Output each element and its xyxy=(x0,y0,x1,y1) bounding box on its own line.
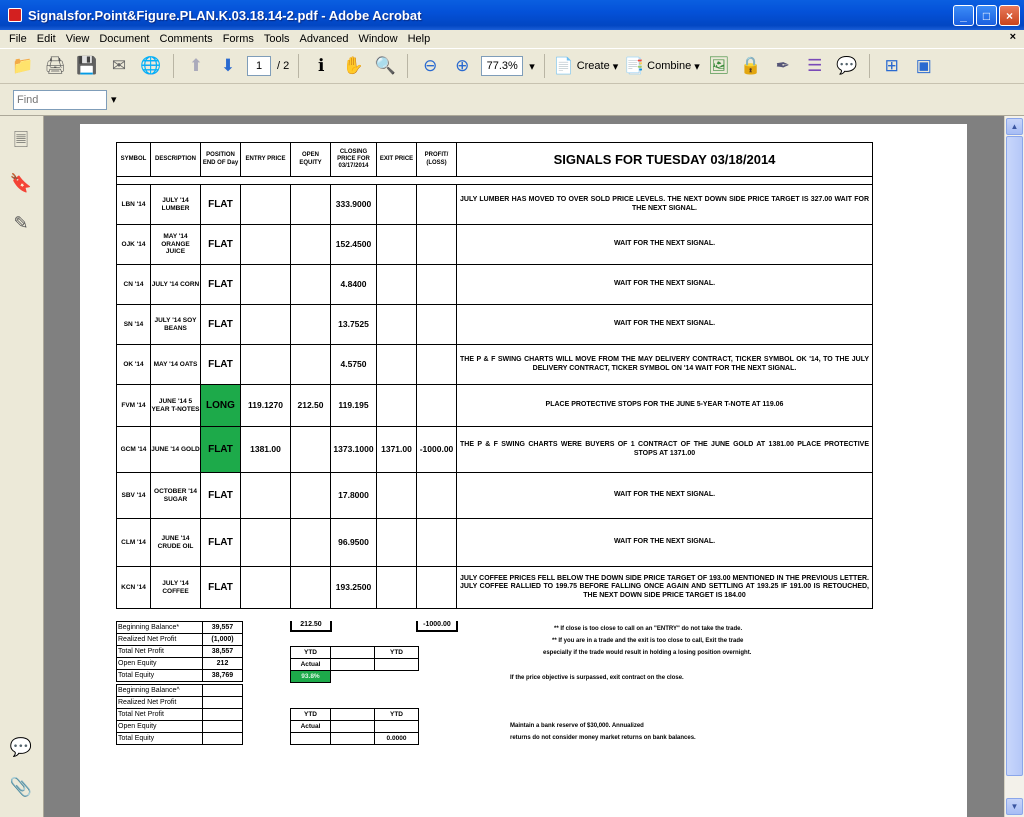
table-row xyxy=(117,567,873,609)
actual-label: Actual xyxy=(291,721,331,733)
signals-table xyxy=(116,142,873,609)
description-cell: JUNE '14 GOLD xyxy=(151,427,201,473)
summary-label: Total Net Profit xyxy=(117,709,203,721)
entry-price-cell xyxy=(241,473,291,519)
save-icon[interactable]: 💾 xyxy=(76,56,98,75)
symbol-cell: FVM '14 xyxy=(117,385,151,427)
summary-label: Open Equity xyxy=(117,658,203,670)
chevron-down-icon: ▾ xyxy=(612,60,619,73)
menu-edit[interactable]: Edit xyxy=(36,33,56,45)
closing-price-cell: 4.8400 xyxy=(331,265,377,305)
profit-cell xyxy=(417,567,457,609)
page-total: / 2 xyxy=(277,60,290,72)
header-exit: EXIT PRICE xyxy=(377,143,417,177)
globe-icon[interactable]: 🌐 xyxy=(140,56,162,75)
create-icon: 📄 xyxy=(553,58,574,75)
entry-price-cell xyxy=(241,305,291,345)
position-cell: FLAT xyxy=(201,305,241,345)
description-cell: MAY '14 ORANGE JUICE xyxy=(151,225,201,265)
open-equity-cell xyxy=(291,519,331,567)
sign-pen-icon[interactable]: ✒ xyxy=(775,56,790,75)
menu-help[interactable]: Help xyxy=(407,33,431,45)
zoom-out-icon[interactable]: ⊖ xyxy=(423,56,438,75)
combine-icon: 📑 xyxy=(624,58,645,75)
note-cell: PLACE PROTECTIVE STOPS FOR THE JUNE 5-YEAR T-NOTE AT 119.06 xyxy=(457,385,873,427)
open-equity-cell: 212.50 xyxy=(291,385,331,427)
scroll-thumb[interactable] xyxy=(1006,136,1023,776)
description-cell: MAY '14 OATS xyxy=(151,345,201,385)
zoom-level-select[interactable]: 77.3% xyxy=(481,56,523,76)
note-cell: WAIT FOR THE NEXT SIGNAL. xyxy=(457,225,873,265)
summary-row xyxy=(117,685,243,697)
entry-price-cell: 1381.00 xyxy=(241,427,291,473)
summary-row xyxy=(117,697,243,709)
header-open-equity: OPEN EQUITY xyxy=(291,143,331,177)
note-cell: WAIT FOR THE NEXT SIGNAL. xyxy=(457,473,873,519)
export-icon[interactable]: 🖼 xyxy=(707,56,730,75)
symbol-cell: OK '14 xyxy=(117,345,151,385)
zoom-tool-icon[interactable]: 🔍 xyxy=(374,56,396,75)
summary-row xyxy=(117,646,243,658)
exit-price-cell xyxy=(377,265,417,305)
exit-price-cell xyxy=(377,385,417,427)
toolbar-separator xyxy=(544,54,545,78)
open-equity-cell xyxy=(291,473,331,519)
header-description: DESCRIPTION xyxy=(151,143,201,177)
summary-row xyxy=(117,658,243,670)
title-bar xyxy=(0,0,1024,30)
table-header-row xyxy=(117,143,873,177)
exit-price-cell xyxy=(377,185,417,225)
fit-page-icon[interactable]: ▣ xyxy=(915,56,932,75)
vertical-scrollbar[interactable] xyxy=(1004,116,1024,817)
print-icon[interactable]: 🖨 xyxy=(44,56,66,75)
summary-row xyxy=(117,733,243,745)
forms-icon[interactable]: ☰ xyxy=(807,56,823,75)
toolbar-separator xyxy=(869,54,870,78)
note-cell: JULY LUMBER HAS MOVED TO OVER SOLD PRICE LEVELS. THE NEXT DOWN SIDE PRICE TARGET IS 327.00 WAIT FOR THE NEXT SIGNAL. xyxy=(457,185,873,225)
document-close-button[interactable]: × xyxy=(1009,31,1016,43)
open-equity-cell xyxy=(291,567,331,609)
position-cell: FLAT xyxy=(201,185,241,225)
profit-cell xyxy=(417,185,457,225)
bookmarks-icon[interactable]: 🔖 xyxy=(9,172,33,193)
profit-cell: -1000.00 xyxy=(417,427,457,473)
summary-row xyxy=(117,622,243,634)
signals-title: SIGNALS FOR TUESDAY 03/18/2014 xyxy=(457,143,873,177)
entry-price-cell xyxy=(241,345,291,385)
next-page-icon[interactable]: ⬇ xyxy=(220,56,236,75)
closing-price-cell: 4.5750 xyxy=(331,345,377,385)
header-position: POSITION END OF Day xyxy=(201,143,241,177)
summary-label: Open Equity xyxy=(117,721,203,733)
header-symbol: SYMBOL xyxy=(117,143,151,177)
position-cell: FLAT xyxy=(201,473,241,519)
note-exit: ** If you are in a trade and the exit is too close to call, Exit the trade xyxy=(552,638,744,644)
exit-price-cell xyxy=(377,305,417,345)
description-cell: JULY '14 SOY BEANS xyxy=(151,305,201,345)
pages-icon[interactable]: 🗏 xyxy=(13,130,29,150)
review-comment-icon[interactable]: 💬 xyxy=(836,56,858,75)
summary-label: Total Equity xyxy=(117,670,203,682)
closing-price-cell: 13.7525 xyxy=(331,305,377,345)
description-cell: JUNE '14 CRUDE OIL xyxy=(151,519,201,567)
closing-price-cell: 17.8000 xyxy=(331,473,377,519)
summary-table-2 xyxy=(116,684,243,745)
scroll-up-icon[interactable]: ▲ xyxy=(1006,118,1023,135)
chevron-down-icon: ▾ xyxy=(694,60,700,73)
summary-label: Total Equity xyxy=(117,733,203,745)
entry-price-cell: 119.1270 xyxy=(241,385,291,427)
combine-button[interactable]: 📑 Combine ▾ xyxy=(624,58,700,75)
exit-price-cell xyxy=(377,567,417,609)
open-equity-cell xyxy=(291,225,331,265)
profit-cell xyxy=(417,225,457,265)
ytd-zero: 0.0000 xyxy=(375,733,419,745)
summary-value: 212 xyxy=(203,658,243,670)
comments-icon[interactable]: 💬 xyxy=(9,736,33,757)
pdf-page xyxy=(80,124,967,817)
signatures-icon[interactable]: ✎ xyxy=(13,212,29,233)
exit-price-cell xyxy=(377,519,417,567)
position-cell: FLAT xyxy=(201,225,241,265)
closing-price-cell: 1373.1000 xyxy=(331,427,377,473)
summary-label: Realized Net Profit xyxy=(117,634,203,646)
open-folder-icon[interactable]: 📁 xyxy=(12,56,34,75)
exit-price-cell xyxy=(377,473,417,519)
position-cell: FLAT xyxy=(201,265,241,305)
closing-price-cell: 119.195 xyxy=(331,385,377,427)
chevron-down-icon[interactable]: ▾ xyxy=(111,94,117,106)
profit-cell xyxy=(417,385,457,427)
total-profit: -1000.00 xyxy=(416,621,458,632)
table-spacer xyxy=(117,177,873,185)
header-profit: PROFIT/ (LOSS) xyxy=(417,143,457,177)
fit-width-icon[interactable]: ⊞ xyxy=(884,56,899,75)
exit-price-cell xyxy=(377,225,417,265)
summary-value xyxy=(203,685,243,697)
hand-tool-icon[interactable]: ✋ xyxy=(342,56,364,75)
open-equity-cell xyxy=(291,185,331,225)
summary-table-1 xyxy=(116,621,243,682)
header-entry: ENTRY PRICE xyxy=(241,143,291,177)
description-cell: JUNE '14 5 YEAR T-NOTES xyxy=(151,385,201,427)
toolbar-separator xyxy=(298,54,299,78)
symbol-cell: OJK '14 xyxy=(117,225,151,265)
menu-advanced[interactable]: Advanced xyxy=(299,33,349,45)
ytd-table-2 xyxy=(290,708,419,745)
table-row xyxy=(117,519,873,567)
find-bar xyxy=(0,84,1024,116)
scroll-down-icon[interactable]: ▼ xyxy=(1006,798,1023,815)
menu-document[interactable]: Document xyxy=(99,33,150,45)
note-returns: returns do not consider money market returns on bank balances. xyxy=(510,735,696,741)
summary-label: Realized Net Profit xyxy=(117,697,203,709)
summary-value xyxy=(203,697,243,709)
symbol-cell: KCN '14 xyxy=(117,567,151,609)
note-cell: WAIT FOR THE NEXT SIGNAL. xyxy=(457,265,873,305)
chevron-down-icon[interactable]: ▾ xyxy=(529,60,535,73)
closing-price-cell: 333.9000 xyxy=(331,185,377,225)
position-cell: FLAT xyxy=(201,427,241,473)
email-icon[interactable]: ✉ xyxy=(111,56,127,75)
summary-value: 38,769 xyxy=(203,670,243,682)
note-cell: THE P & F SWING CHARTS WILL MOVE FROM THE MAY DELIVERY CONTRACT, TICKER SYMBOL OK '14, TO THE JULY DELIVERY CONTRACT, TICKER SYMBOL ON '14 WAIT FOR THE NEXT SIGNAL. xyxy=(457,345,873,385)
menu-window[interactable]: Window xyxy=(358,33,398,45)
summary-label: Total Net Profit xyxy=(117,646,203,658)
table-row xyxy=(117,473,873,519)
summary-label: Beginning Balance^ xyxy=(117,685,203,697)
summary-value xyxy=(203,733,243,745)
description-cell: JULY '14 LUMBER xyxy=(151,185,201,225)
note-cell: THE P & F SWING CHARTS WERE BUYERS OF 1 CONTRACT OF THE JUNE GOLD AT 1381.00 PLACE PROTECTIVE STOPS AT 1371.00 xyxy=(457,427,873,473)
header-closing: CLOSING PRICE FOR 03/17/2014 xyxy=(331,143,377,177)
navigation-panel xyxy=(0,116,44,817)
previous-page-icon[interactable]: ⬆ xyxy=(188,56,204,75)
exit-price-cell xyxy=(377,345,417,385)
ytd-label: YTD xyxy=(291,647,331,659)
actual-label: Actual xyxy=(291,659,331,671)
summary-value: 38,557 xyxy=(203,646,243,658)
exit-price-cell: 1371.00 xyxy=(377,427,417,473)
table-row xyxy=(117,385,873,427)
find-input[interactable] xyxy=(13,90,107,110)
note-cell: WAIT FOR THE NEXT SIGNAL. xyxy=(457,305,873,345)
note-reserve: Maintain a bank reserve of $30,000. Annualized xyxy=(510,723,644,729)
position-cell: FLAT xyxy=(201,345,241,385)
summary-label: Beginning Balance* xyxy=(117,622,203,634)
note-cell: JULY COFFEE PRICES FELL BELOW THE DOWN SIDE PRICE TARGET OF 193.00 MENTIONED IN THE PREVIOUS LETTER. JULY COFFEE RALLIED TO 199.75 BEFORE FALLING ONCE AGAIN AND SETTLING AT 193.25 IF 191.00 IS RETOUCHED, THE NEXT DOWN SIDE PRICE TARGET IS 184.00 xyxy=(457,567,873,609)
table-row xyxy=(117,185,873,225)
ytd-label: YTD xyxy=(291,709,331,721)
note-cell: WAIT FOR THE NEXT SIGNAL. xyxy=(457,519,873,567)
symbol-cell: CLM '14 xyxy=(117,519,151,567)
summary-row xyxy=(117,670,243,682)
table-row xyxy=(117,427,873,473)
table-row xyxy=(117,225,873,265)
table-row xyxy=(117,265,873,305)
description-cell: JULY '14 COFFEE xyxy=(151,567,201,609)
profit-cell xyxy=(417,305,457,345)
toolbar xyxy=(0,48,1024,84)
entry-price-cell xyxy=(241,567,291,609)
attachments-icon[interactable]: 📎 xyxy=(9,776,33,797)
open-equity-cell xyxy=(291,427,331,473)
position-cell: LONG xyxy=(201,385,241,427)
description-cell: JULY '14 CORN xyxy=(151,265,201,305)
summary-row xyxy=(117,634,243,646)
acrobat-icon xyxy=(8,8,22,22)
document-view[interactable] xyxy=(44,116,1004,817)
window-title: Signalsfor.Point&Figure.PLAN.K.03.18.14-2.pdf - Adobe Acrobat xyxy=(28,7,422,23)
profit-cell xyxy=(417,345,457,385)
symbol-cell: LBN '14 xyxy=(117,185,151,225)
closing-price-cell: 193.2500 xyxy=(331,567,377,609)
summary-value: (1,000) xyxy=(203,634,243,646)
ytd-label: YTD xyxy=(375,647,419,659)
table-row xyxy=(117,345,873,385)
close-button[interactable]: × xyxy=(999,5,1020,26)
page-number-input[interactable]: 1 xyxy=(247,56,271,76)
position-cell: FLAT xyxy=(201,567,241,609)
entry-price-cell xyxy=(241,185,291,225)
select-text-icon[interactable]: ℹ xyxy=(318,56,325,75)
toolbar-separator xyxy=(173,54,174,78)
summary-row xyxy=(117,709,243,721)
menu-file[interactable]: File xyxy=(9,33,27,45)
summary-row xyxy=(117,721,243,733)
entry-price-cell xyxy=(241,519,291,567)
toolbar-separator xyxy=(407,54,408,78)
menu-view[interactable]: View xyxy=(65,33,90,45)
note-entry: ** If close is too close to call on an "ENTRY" do not take the trade. xyxy=(554,626,743,632)
total-open-equity: 212.50 xyxy=(290,621,332,632)
summary-value xyxy=(203,709,243,721)
closing-price-cell: 96.9500 xyxy=(331,519,377,567)
symbol-cell: GCM '14 xyxy=(117,427,151,473)
profit-cell xyxy=(417,265,457,305)
signals-rows xyxy=(117,185,873,609)
summary-value: 39,557 xyxy=(203,622,243,634)
profit-cell xyxy=(417,519,457,567)
open-equity-cell xyxy=(291,345,331,385)
ytd-table-1 xyxy=(290,646,419,683)
menu-comments[interactable]: Comments xyxy=(159,33,213,45)
summary-value xyxy=(203,721,243,733)
closing-price-cell: 152.4500 xyxy=(331,225,377,265)
position-cell: FLAT xyxy=(201,519,241,567)
table-row xyxy=(117,305,873,345)
ytd-label: YTD xyxy=(375,709,419,721)
maximize-button[interactable]: □ xyxy=(976,5,997,26)
entry-price-cell xyxy=(241,225,291,265)
profit-cell xyxy=(417,473,457,519)
lock-icon[interactable]: 🔒 xyxy=(740,56,762,75)
zoom-in-icon[interactable]: ⊕ xyxy=(455,56,470,75)
menu-tools[interactable]: Tools xyxy=(263,33,290,45)
menu-bar xyxy=(0,30,1024,48)
symbol-cell: SN '14 xyxy=(117,305,151,345)
menu-forms[interactable]: Forms xyxy=(222,33,254,45)
symbol-cell: SBV '14 xyxy=(117,473,151,519)
description-cell: OCTOBER '14 SUGAR xyxy=(151,473,201,519)
ytd-percent: 93.8% xyxy=(291,671,331,683)
note-objective: If the price objective is surpassed, exit contract on the close. xyxy=(510,675,684,681)
note-overnight: especially if the trade would result in holding a losing position overnight. xyxy=(543,650,752,656)
minimize-button[interactable]: _ xyxy=(953,5,974,26)
open-equity-cell xyxy=(291,265,331,305)
entry-price-cell xyxy=(241,265,291,305)
create-button[interactable]: 📄 Create ▾ xyxy=(553,58,619,75)
symbol-cell: CN '14 xyxy=(117,265,151,305)
open-equity-cell xyxy=(291,305,331,345)
